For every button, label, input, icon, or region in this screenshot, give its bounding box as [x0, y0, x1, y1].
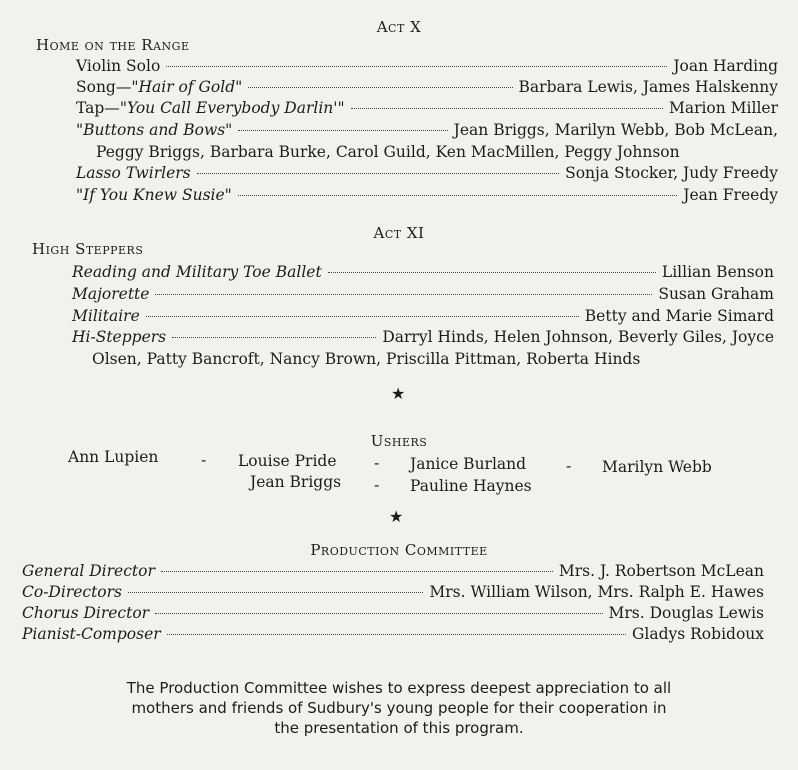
closing-note	[0, 678, 798, 738]
production-committee-title: Production Committee	[310, 541, 488, 559]
leader-dots	[166, 66, 667, 67]
leader-dots	[155, 294, 652, 295]
leader-dots	[128, 592, 423, 593]
row-value: Lillian Benson	[661, 263, 774, 281]
ushers-title: Ushers	[370, 432, 428, 450]
row-label: Militaire	[72, 307, 140, 325]
leader-dots	[238, 195, 677, 196]
usher-name: Janice Burland	[410, 455, 527, 473]
act-xi-row-majorette	[72, 285, 774, 306]
act-x-row-violin	[76, 57, 778, 78]
act-xi-row-militaire	[72, 307, 774, 328]
act-xi-title: Act XI	[373, 224, 425, 242]
row-label-prefix: Tap—	[76, 99, 120, 117]
act-x-row-lasso	[76, 164, 778, 185]
usher-name: Jean Briggs	[250, 473, 342, 491]
row-value: Mrs. William Wilson, Mrs. Ralph E. Hawes	[429, 583, 764, 601]
usher-name: Louise Pride	[238, 452, 337, 470]
committee-row-general-director	[22, 562, 764, 583]
usher-separator: -	[374, 476, 380, 494]
closing-note-line: mothers and friends of Sudbury's young people for their cooperation in	[131, 699, 667, 717]
row-label: Lasso Twirlers	[76, 164, 191, 182]
leader-dots	[238, 130, 447, 131]
committee-row-chorus-director	[22, 604, 764, 625]
act-x-row-susie	[76, 186, 778, 207]
committee-row-co-directors	[22, 583, 764, 604]
act-xi-row-hi-steppers	[72, 328, 774, 349]
row-label: "Buttons and Bows"	[76, 121, 233, 139]
act-x-row-buttons-and-bows	[76, 121, 778, 142]
row-value: Jean Briggs, Marilyn Webb, Bob McLean,	[453, 121, 778, 139]
act-xi-section-heading: High Steppers	[32, 240, 144, 258]
usher-separator: -	[566, 457, 572, 475]
row-label: "You Call Everybody Darlin'"	[119, 99, 345, 117]
row-value: Mrs. Douglas Lewis	[608, 604, 764, 622]
row-value: Betty and Marie Simard	[584, 307, 774, 325]
act-x-row-hair-of-gold	[76, 78, 778, 99]
act-x-buttons-continuation: Peggy Briggs, Barbara Burke, Carol Guild, Ken MacMillen, Peggy Johnson	[96, 143, 680, 161]
row-value: Mrs. J. Robertson McLean	[558, 562, 764, 580]
closing-note-line: the presentation of this program.	[274, 719, 524, 737]
row-label: Hi-Steppers	[72, 328, 167, 346]
row-label: "Hair of Gold"	[131, 78, 243, 96]
act-xi-hi-steppers-continuation: Olsen, Patty Bancroft, Nancy Brown, Priscilla Pittman, Roberta Hinds	[92, 350, 641, 368]
committee-row-pianist-composer	[22, 625, 764, 646]
act-x-row-tap	[76, 99, 778, 120]
leader-dots	[172, 337, 376, 338]
usher-name: Pauline Haynes	[410, 477, 532, 495]
row-value: Gladys Robidoux	[632, 625, 764, 643]
closing-note-line: The Production Committee wishes to express deepest appreciation to all	[126, 679, 672, 697]
leader-dots	[351, 108, 663, 109]
row-value: Barbara Lewis, James Halskenny	[518, 78, 778, 96]
leader-dots	[248, 87, 512, 88]
row-label: Violin Solo	[76, 57, 161, 75]
act-x-section-heading: Home on the Range	[36, 36, 190, 54]
row-value: Marion Miller	[668, 99, 778, 117]
leader-dots	[146, 316, 579, 317]
row-label: General Director	[22, 562, 155, 580]
row-value: Darryl Hinds, Helen Johnson, Beverly Giles, Joyce	[382, 328, 774, 346]
divider-star-icon: ★	[391, 384, 406, 403]
row-label: Reading and Military Toe Ballet	[72, 263, 322, 281]
row-value: Susan Graham	[658, 285, 774, 303]
leader-dots	[167, 634, 626, 635]
leader-dots	[328, 272, 656, 273]
usher-name: Marilyn Webb	[602, 458, 712, 476]
row-label: Pianist-Composer	[22, 625, 161, 643]
row-label: Majorette	[72, 285, 150, 303]
leader-dots	[161, 571, 553, 572]
row-label-prefix: Song—	[76, 78, 132, 96]
act-x-title: Act X	[376, 18, 422, 36]
usher-separator: -	[201, 451, 207, 469]
leader-dots	[197, 173, 559, 174]
divider-star-icon: ★	[389, 507, 404, 526]
row-value: Sonja Stocker, Judy Freedy	[565, 164, 778, 182]
row-label: Co-Directors	[22, 583, 123, 601]
usher-separator: -	[374, 454, 380, 472]
row-value: Joan Harding	[673, 57, 778, 75]
act-xi-row-toe-ballet	[72, 263, 774, 284]
row-label: Chorus Director	[22, 604, 150, 622]
row-label: "If You Knew Susie"	[76, 186, 232, 204]
usher-name: Ann Lupien	[68, 448, 159, 466]
row-value: Jean Freedy	[683, 186, 778, 204]
leader-dots	[155, 613, 602, 614]
